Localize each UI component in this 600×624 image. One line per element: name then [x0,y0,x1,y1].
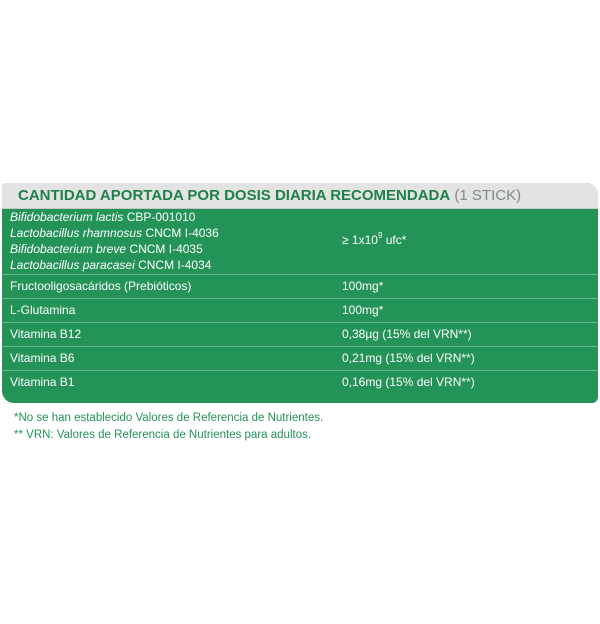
nutrient-name: L-Glutamina [10,303,76,317]
nutrient-value: 0,38µg (15% del VRN**) [342,327,472,341]
nutrient-name: Vitamina B12 [10,327,82,341]
table-row [2,299,598,323]
strain-list [10,209,219,273]
nutrient-value: 100mg* [342,279,384,293]
strain-item [10,257,219,273]
strain-code: CNCM I-4036 [145,226,219,240]
strain-code: CNCM I-4035 [129,242,203,256]
table-row-probiotic-strains [2,209,598,275]
strain-code: CNCM I-4034 [138,258,212,272]
strain-species: Bifidobacterium lactis [10,210,124,224]
nutrient-value: 100mg* [342,303,384,317]
nutrient-name: Vitamina B6 [10,351,75,365]
strain-amount-unit: ufc* [385,233,407,247]
footnotes [14,410,323,444]
table-header [2,183,598,209]
nutrient-name: Fructooligosacáridos (Prebióticos) [10,279,192,293]
nutrient-value: 0,21mg (15% del VRN**) [342,351,475,365]
table-row [2,347,598,371]
strain-amount-exponent: 9 [377,231,383,240]
strain-code: CBP-001010 [126,210,196,224]
table-row [2,371,598,394]
nutrient-name: Vitamina B1 [10,375,75,389]
footnote-no-vrn: *No se han establecido Valores de Referencia de Nutrientes. [14,412,324,424]
strain-amount-base: ≥ 1x10 [342,233,378,247]
header-title: CANTIDAD APORTADA POR DOSIS DIARIA RECOMENDADA [18,187,451,204]
strain-species: Lactobacillus paracasei [10,258,135,272]
footnote-vrn-definition: ** VRN: Valores de Referencia de Nutrientes para adultos. [14,429,312,441]
nutrition-table [2,183,598,403]
strain-amount [342,232,406,248]
strain-item [10,241,219,257]
strain-item [10,209,219,225]
header-dose: (1 STICK) [454,187,522,204]
table-row [2,275,598,299]
strain-item [10,225,219,241]
strain-species: Lactobacillus rhamnosus [10,226,143,240]
table-row [2,323,598,347]
nutrient-value: 0,16mg (15% del VRN**) [342,375,475,389]
strain-species: Bifidobacterium breve [10,242,127,256]
